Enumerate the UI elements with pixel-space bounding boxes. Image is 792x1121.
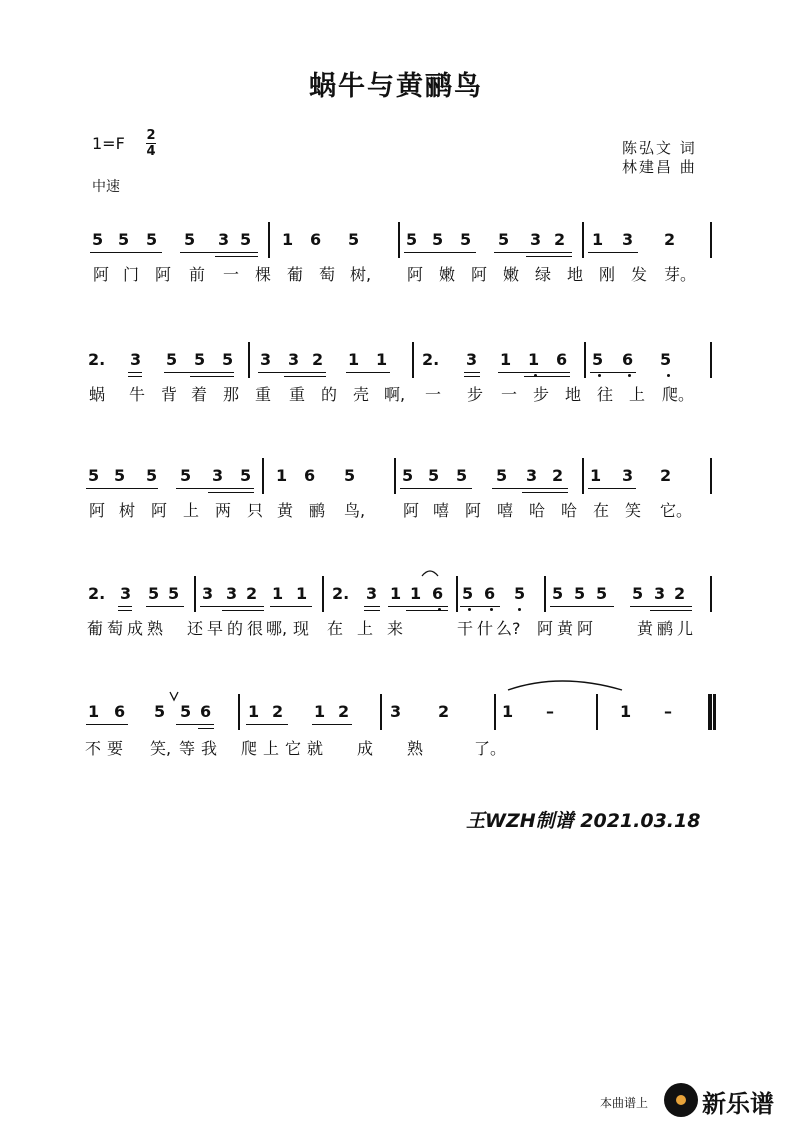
footer-label: 本曲谱上 — [600, 1096, 649, 1110]
lyric-char: 哈 — [560, 501, 577, 520]
note: 5 — [552, 584, 564, 603]
lyric-char: 成 — [356, 739, 373, 758]
lyric-char: 步 — [532, 385, 549, 404]
note: – — [664, 702, 672, 721]
note: 1 — [500, 350, 512, 369]
note: 3 — [260, 350, 272, 369]
note: 5 — [596, 584, 608, 603]
note: 1 — [502, 702, 514, 721]
lyric-char: 重 — [288, 385, 305, 404]
lyric-char: 葡 — [86, 619, 103, 638]
lyric-char: 一 — [424, 385, 441, 404]
brand-name: 新乐谱 — [702, 1090, 774, 1118]
lyric-char: 树, — [350, 265, 372, 284]
note: 3 — [120, 584, 132, 603]
lyric-char: 黄 — [636, 619, 653, 638]
lyric-char: 鸟, — [344, 501, 366, 520]
brand-logo-center-icon — [676, 1095, 686, 1105]
lyric-char: 阿 — [402, 501, 419, 520]
note: 1 — [410, 584, 422, 603]
lyric-char: 来 — [386, 619, 403, 638]
note: 5 — [146, 230, 158, 249]
lyric-char: 黄 — [556, 619, 573, 638]
note: 1 — [592, 230, 604, 249]
note: 2 — [674, 584, 686, 603]
note: 2. — [422, 350, 440, 369]
note: 5 — [498, 230, 510, 249]
note: 5 — [592, 350, 604, 369]
note: 5 — [462, 584, 474, 603]
lyric-char: 阿 — [470, 265, 487, 284]
tie-slur — [508, 681, 622, 690]
lyric-char: 还 — [186, 619, 203, 638]
note: 2 — [312, 350, 324, 369]
note: 2 — [554, 230, 566, 249]
note: 3 — [526, 466, 538, 485]
lyric-char: 重 — [254, 385, 271, 404]
lyric-char: 上 — [262, 739, 279, 758]
lyric-char: 嘻 — [496, 501, 513, 520]
lyric-char: 黄 — [276, 501, 293, 520]
time-sig-top: 2 — [146, 128, 156, 143]
note: 2. — [88, 584, 106, 603]
lyric-char: 鹂 — [656, 619, 673, 638]
lyric-char: 很 — [246, 619, 263, 638]
note: 3 — [622, 230, 634, 249]
lyric-char: 牛 — [128, 385, 145, 404]
note: 2 — [664, 230, 676, 249]
note: 5 — [632, 584, 644, 603]
note: 5 — [168, 584, 180, 603]
composer-credit: 林建昌 曲 — [622, 158, 697, 176]
lyric-char: 上 — [628, 385, 645, 404]
note: 1 — [376, 350, 388, 369]
note: 2 — [272, 702, 284, 721]
note: 5 — [114, 466, 126, 485]
lyric-char: 往 — [596, 385, 613, 404]
note: 1 — [276, 466, 288, 485]
lyric-char: 笑, — [150, 739, 172, 758]
note: 5 — [180, 466, 192, 485]
note: 5 — [194, 350, 206, 369]
lyric-char: 啊, — [384, 385, 406, 404]
lyric-char: 上 — [356, 619, 373, 638]
note: 2 — [338, 702, 350, 721]
lyric-char: 地 — [566, 265, 583, 284]
lyric-char: 发 — [630, 265, 647, 284]
note: 6 — [556, 350, 568, 369]
key-signature: 1=F — [92, 134, 125, 153]
lyric-char: 哪, — [266, 619, 288, 638]
note: 1 — [272, 584, 284, 603]
lyric-char: 爬 — [240, 739, 257, 758]
note: 6 — [310, 230, 322, 249]
note: – — [546, 702, 554, 721]
note: 5 — [154, 702, 166, 721]
lyric-char: 蜗 — [88, 385, 105, 404]
lyric-char: 在 — [592, 501, 609, 520]
lyric-char: 阿 — [88, 501, 105, 520]
lyric-char: 萄 — [106, 619, 123, 638]
note: 5 — [240, 230, 252, 249]
note: 3 — [130, 350, 142, 369]
note: 5 — [222, 350, 234, 369]
note: 5 — [406, 230, 418, 249]
lyric-char: 阿 — [92, 265, 109, 284]
lyric-char: 上 — [182, 501, 199, 520]
note: 3 — [288, 350, 300, 369]
lyric-char: 鹂 — [308, 501, 325, 520]
lyric-char: 门 — [122, 265, 139, 284]
transcriber-signature: 王WZH制谱 2021.03.18 — [466, 810, 701, 832]
note: 5 — [88, 466, 100, 485]
lyric-char: 早 — [206, 619, 223, 638]
lyric-char: 刚 — [598, 265, 615, 284]
lyric-char: 只 — [246, 501, 263, 520]
lyric-char: 它。 — [660, 501, 693, 520]
lyric-char: 一 — [222, 265, 239, 284]
lyric-char: 了。 — [474, 739, 507, 758]
note: 5 — [184, 230, 196, 249]
note: 6 — [114, 702, 126, 721]
lyric-char: 步 — [466, 385, 483, 404]
note: 5 — [496, 466, 508, 485]
lyric-char: 的 — [320, 385, 337, 404]
lyric-char: 阿 — [406, 265, 423, 284]
lyric-char: 嫩 — [502, 265, 519, 284]
lyric-char: 阿 — [464, 501, 481, 520]
note: 5 — [118, 230, 130, 249]
note: 5 — [240, 466, 252, 485]
note: 6 — [484, 584, 496, 603]
lyric-char: 嘻 — [432, 501, 449, 520]
note: 1 — [348, 350, 360, 369]
score-title: 蜗牛与黄鹂鸟 — [309, 71, 483, 102]
lyric-char: 阿 — [576, 619, 593, 638]
note: 3 — [622, 466, 634, 485]
note: 5 — [428, 466, 440, 485]
note: 2 — [552, 466, 564, 485]
lyric-char: 熟 — [146, 619, 163, 638]
note: 5 — [148, 584, 160, 603]
note: 5 — [92, 230, 104, 249]
lyric-char: 那 — [222, 385, 239, 404]
lyric-char: 要 — [106, 739, 123, 758]
note: 3 — [654, 584, 666, 603]
lyric-char: 的 — [226, 619, 243, 638]
lyric-char: 什 — [476, 619, 493, 638]
lyric-char: 么? — [496, 619, 521, 638]
note: 1 — [390, 584, 402, 603]
lyric-char: 棵 — [254, 265, 271, 284]
note: 5 — [574, 584, 586, 603]
note: 5 — [180, 702, 192, 721]
note: 6 — [304, 466, 316, 485]
note: 5 — [146, 466, 158, 485]
lyric-char: 绿 — [534, 265, 551, 284]
lyric-char: 两 — [214, 501, 231, 520]
note: 5 — [460, 230, 472, 249]
note: 2 — [660, 466, 672, 485]
lyric-char: 我 — [200, 739, 217, 758]
lyricist-credit: 陈弘文 词 — [622, 139, 697, 157]
lyric-char: 哈 — [528, 501, 545, 520]
note: 5 — [514, 584, 526, 603]
note: 5 — [348, 230, 360, 249]
note: 5 — [402, 466, 414, 485]
note: 3 — [218, 230, 230, 249]
lyric-char: 现 — [292, 619, 309, 638]
lyric-char: 一 — [500, 385, 517, 404]
lyric-char: 熟 — [406, 739, 423, 758]
lyric-char: 干 — [456, 619, 473, 638]
lyric-char: 不 — [84, 739, 101, 758]
breath-mark — [170, 692, 178, 700]
lyric-char: 着 — [190, 385, 207, 404]
time-sig-bottom: 4 — [146, 144, 156, 159]
lyric-char: 阿 — [536, 619, 553, 638]
lyric-char: 它 — [284, 739, 301, 758]
lyric-char: 爬。 — [662, 385, 695, 404]
note: 3 — [212, 466, 224, 485]
note: 1 — [282, 230, 294, 249]
lyric-char: 阿 — [150, 501, 167, 520]
note: 5 — [432, 230, 444, 249]
note: 2. — [332, 584, 350, 603]
note: 6 — [200, 702, 212, 721]
note: 6 — [432, 584, 444, 603]
lyric-char: 笑 — [624, 501, 641, 520]
lyric-char: 嫩 — [438, 265, 455, 284]
note: 3 — [530, 230, 542, 249]
lyric-char: 地 — [564, 385, 581, 404]
note: 2 — [246, 584, 258, 603]
lyric-char: 在 — [326, 619, 343, 638]
lyric-char: 萄 — [318, 265, 335, 284]
note: 1 — [296, 584, 308, 603]
note: 5 — [166, 350, 178, 369]
lyric-char: 背 — [160, 385, 177, 404]
note: 3 — [390, 702, 402, 721]
lyric-char: 儿 — [676, 619, 693, 638]
note: 2 — [438, 702, 450, 721]
note: 1 — [88, 702, 100, 721]
note: 1 — [314, 702, 326, 721]
lyric-char: 葡 — [286, 265, 303, 284]
note: 1 — [528, 350, 540, 369]
note: 6 — [622, 350, 634, 369]
lyric-char: 壳 — [352, 385, 369, 404]
note: 1 — [248, 702, 260, 721]
note: 2. — [88, 350, 106, 369]
note: 3 — [226, 584, 238, 603]
note: 3 — [202, 584, 214, 603]
note: 3 — [466, 350, 478, 369]
lyric-char: 阿 — [154, 265, 171, 284]
lyric-char: 前 — [188, 265, 205, 284]
note: 3 — [366, 584, 378, 603]
lyric-char: 等 — [178, 739, 195, 758]
note: 1 — [620, 702, 632, 721]
lyric-char: 就 — [306, 739, 323, 758]
note: 5 — [344, 466, 356, 485]
note: 5 — [456, 466, 468, 485]
fermata-arc — [422, 571, 438, 576]
tempo-marking: 中速 — [92, 179, 120, 195]
lyric-char: 树 — [118, 501, 135, 520]
note: 1 — [590, 466, 602, 485]
lyric-char: 芽。 — [664, 265, 697, 284]
note: 5 — [660, 350, 672, 369]
lyric-char: 成 — [126, 619, 143, 638]
